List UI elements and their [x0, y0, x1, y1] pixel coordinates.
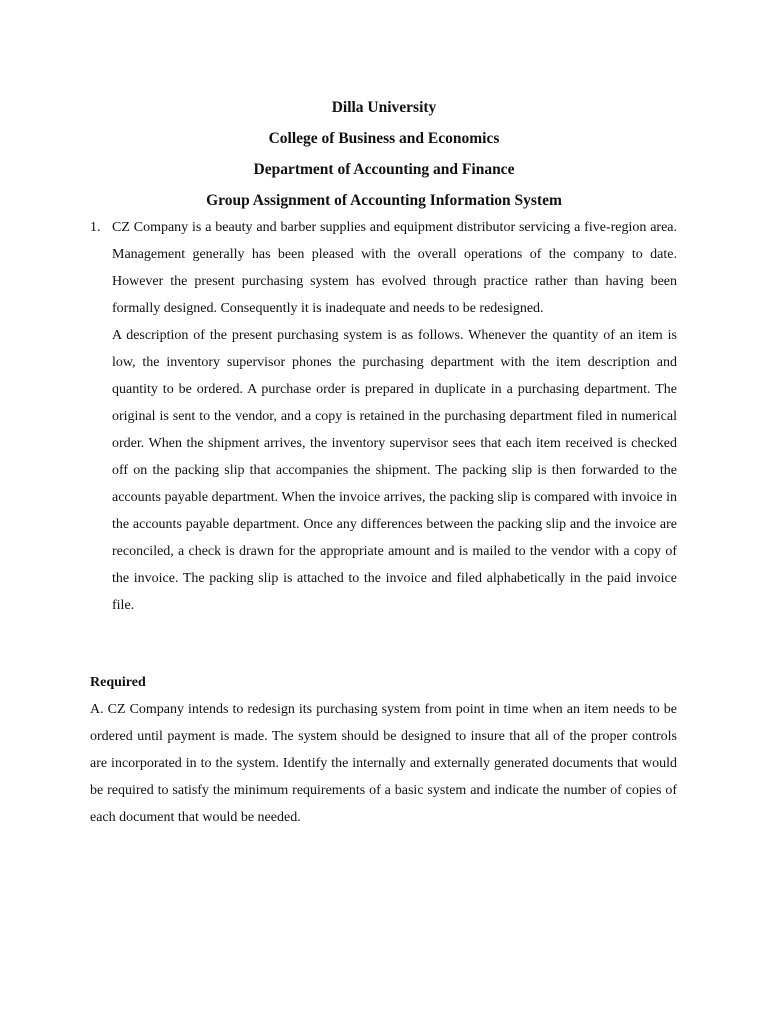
required-section	[90, 696, 677, 831]
college-name: College of Business and Economics	[268, 130, 500, 147]
required-heading: Required	[90, 675, 146, 690]
question-paragraph-intro: CZ Company is a beauty and barber supplies and equipment distributor servicing a five-region area. Management generally has been pleased with the overall operations of the company to date. However the present purchasing system has evolved through practice rather than having been formally designed. Consequently it is inadequate and needs to be redesigned.	[112, 220, 677, 316]
document-header	[0, 92, 768, 216]
question-body	[112, 214, 677, 619]
assignment-title: Group Assignment of Accounting Information System	[206, 192, 562, 209]
question-number: 1.	[90, 220, 101, 235]
question-paragraph-description: A description of the present purchasing system is as follows. Whenever the quantity of an item is low, the inventory supervisor phones the purchasing department with the item description and quantity to be ordered. A purchase order is prepared in duplicate in a purchasing department. The original is sent to the vendor, and a copy is retained in the purchasing department filed in numerical order. When the shipment arrives, the inventory supervisor sees that each item received is checked off on the packing slip that accompanies the shipment. The packing slip is then forwarded to the accounts payable department. When the invoice arrives, the packing slip is compared with invoice in the accounts payable department. Once any differences between the packing slip and the invoice are reconciled, a check is drawn for the appropriate amount and is mailed to the vendor with a copy of the invoice. The packing slip is attached to the invoice and filed alphabetically in the paid invoice file.	[112, 328, 677, 613]
department-name: Department of Accounting and Finance	[253, 161, 515, 178]
required-text: A. CZ Company intends to redesign its purchasing system from point in time when an item needs to be ordered until payment is made. The system should be designed to insure that all of the proper controls are incorporated in to the system. Identify the internally and externally generated documents that would be required to satisfy the minimum requirements of a basic system and indicate the number of copies of each document that would be needed.	[90, 702, 677, 825]
university-name: Dilla University	[331, 99, 437, 116]
